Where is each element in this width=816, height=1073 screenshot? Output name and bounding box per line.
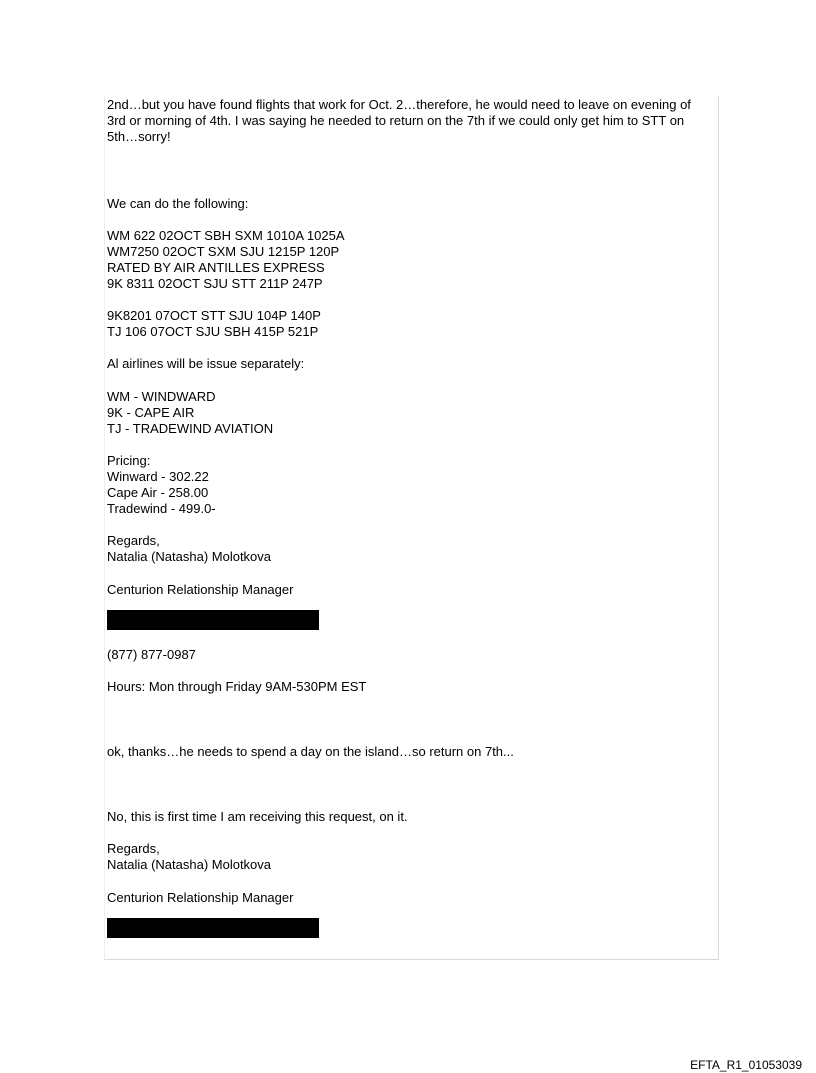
airline-line-3: TJ - TRADEWIND AVIATION — [107, 421, 274, 436]
issue-note: Al airlines will be issue separately: — [107, 356, 305, 371]
signature-title: Centurion Relationship Manager — [107, 582, 294, 597]
airline-line-2: 9K - CAPE AIR — [107, 405, 195, 420]
pricing-line-2: Cape Air - 258.00 — [107, 485, 209, 500]
intro-paragraph: 2nd…but you have found flights that work for Oct. 2…therefore, he would need to leave on evening of 3rd or morning of 4th. I was saying he needed to return on the 7th if we could only get him to STT on 5th…sorry! — [107, 97, 691, 144]
redaction-bar-2 — [107, 918, 319, 938]
signature-hours: Hours: Mon through Friday 9AM-530PM EST — [107, 679, 367, 694]
document-id: EFTA_R1_01053039 — [690, 1058, 802, 1072]
reply-message: ok, thanks…he needs to spend a day on the island…so return on 7th... — [107, 744, 514, 759]
outbound-flight-line-4: 9K 8311 02OCT SJU STT 211P 247P — [107, 276, 323, 291]
outbound-flight-line-3: RATED BY AIR ANTILLES EXPRESS — [107, 260, 325, 275]
airline-line-1: WM - WINDWARD — [107, 389, 216, 404]
response-message: No, this is first time I am receiving this request, on it. — [107, 809, 408, 824]
outbound-flight-line-2: WM7250 02OCT SXM SJU 1215P 120P — [107, 244, 340, 259]
pricing-label: Pricing: — [107, 453, 151, 468]
offer-heading: We can do the following: — [107, 196, 249, 211]
signature-phone: (877) 877-0987 — [107, 647, 196, 662]
signature-2-closing: Regards, — [107, 841, 160, 856]
return-flight-line-1: 9K8201 07OCT STT SJU 104P 140P — [107, 308, 321, 323]
signature-2-title: Centurion Relationship Manager — [107, 890, 294, 905]
signature-name: Natalia (Natasha) Molotkova — [107, 549, 272, 564]
pricing-line-3: Tradewind - 499.0- — [107, 501, 216, 516]
outbound-flight-line-1: WM 622 02OCT SBH SXM 1010A 1025A — [107, 228, 345, 243]
return-flight-line-2: TJ 106 07OCT SJU SBH 415P 521P — [107, 324, 319, 339]
redaction-bar — [107, 610, 319, 630]
signature-2-name: Natalia (Natasha) Molotkova — [107, 857, 272, 872]
pricing-line-1: Winward - 302.22 — [107, 469, 209, 484]
signature-closing: Regards, — [107, 533, 160, 548]
email-frame — [104, 96, 719, 960]
